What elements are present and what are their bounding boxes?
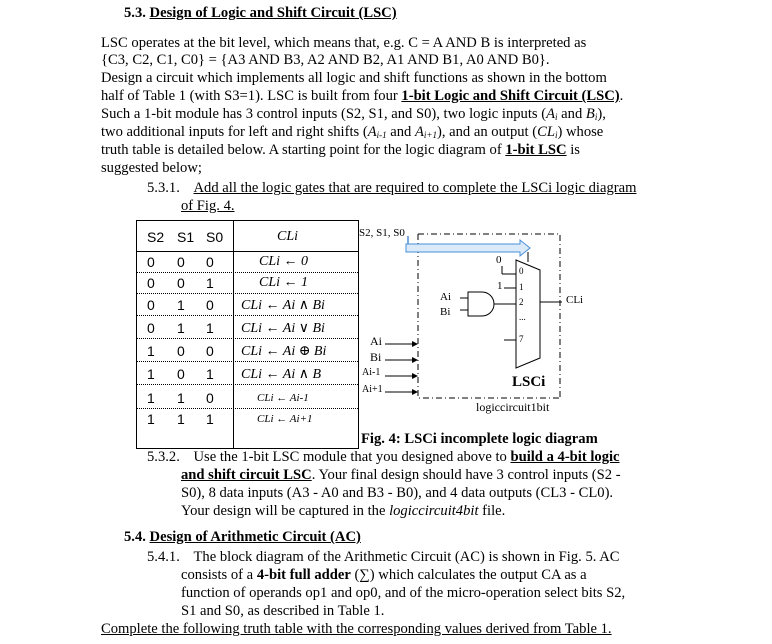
paragraph-line: LSC operates at the bit level, which means that, e.g. C = A AND B is interpreted as — [101, 35, 587, 51]
table-row: 1 1 1 CLi ← Ai+1 — [147, 411, 313, 427]
left-input-bi: Bi — [370, 350, 382, 364]
paragraph-line: half of Table 1 (with S3=1). LSC is built from four 1-bit Logic and Shift Circuit (LSC). — [101, 88, 624, 104]
const0-label: 0 — [496, 254, 502, 266]
paragraph-line: and shift circuit LSC. Your final design should have 3 control inputs (S2 - — [181, 467, 621, 483]
subsection-5-3-2: 5.3.2. Use the 1-bit LSC module that you designed above to build a 4-bit logic — [147, 449, 620, 465]
paragraph-line: Your design will be captured in the logiccircuit4bit file. — [181, 503, 506, 519]
table-header: S2 S1 S0 CLi — [137, 221, 358, 252]
left-input-ai+1: Ai+1 — [362, 384, 383, 395]
paragraph-line: two additional inputs for left and right shifts ($A_{i-1}$ and $A_{i+1}$), and an output $(CL_i)$ whose — [101, 124, 604, 140]
mux-input-7: 7 — [519, 334, 524, 344]
figure-4-diagram — [340, 226, 670, 426]
section-title: Design of Logic and Shift Circuit (LSC) — [149, 5, 397, 21]
subsection-5-3-1-cont: of Fig. 4. — [181, 198, 235, 214]
final-instruction: Complete the following truth table with the corresponding values derived from Table 1. — [101, 621, 612, 637]
block-name: LSCi — [512, 374, 546, 390]
table-row: 1 0 1 CLi ← Ai ∧ B — [137, 364, 358, 385]
paragraph-line: S0), 8 data inputs (A3 - A0 and B3 - B0), and 4 data outputs (CL3 - CL0). — [181, 485, 614, 501]
const1-label: 1 — [497, 280, 503, 292]
table-row: 0 0 0 CLi ← 0 — [137, 252, 358, 273]
paragraph-line: Design a circuit which implements all logic and shift functions as shown in the bottom — [101, 70, 607, 86]
mux-input-dots: ... — [519, 312, 526, 322]
table-row: 1 0 0 CLi ← Ai ⊕ Bi — [137, 341, 358, 362]
subsection-5-4-1: 5.4.1. The block diagram of the Arithmetic Circuit (AC) is shown in Fig. 5. AC — [147, 549, 620, 565]
figure-caption: Fig. 4: LSCi incomplete logic diagram — [361, 431, 598, 447]
paragraph-line: S1 and S0, as described in Table 1. — [181, 603, 385, 619]
left-input-ai: Ai — [370, 334, 382, 348]
logic-diagram-svg — [340, 226, 670, 426]
paragraph-line: function of operands op1 and op0, and of the micro-operation select bits S2, — [181, 585, 626, 601]
paragraph-line: Such a 1-bit module has 3 control inputs (S2, S1, and S0), two logic inputs ($A_i$ and $B_i$), — [101, 106, 606, 122]
select-label: S2, S1, S0 — [359, 227, 405, 239]
truth-table — [136, 220, 359, 449]
gate-input-a: Ai — [440, 291, 451, 303]
table-row: 0 0 1 CLi ← 1 — [137, 273, 358, 294]
subsection-5-3-1: 5.3.1. Add all the logic gates that are required to complete the LSCi logic diagram — [147, 180, 637, 196]
gate-input-b: Bi — [440, 306, 451, 318]
lsc-1bit-text: 1-bit LSC — [505, 142, 567, 158]
table-row: 0 1 0 CLi ← Ai ∧ Bi — [137, 295, 358, 316]
table-row: 0 1 1 CLi ← Ai ∨ Bi — [137, 318, 358, 339]
paragraph-line: truth table is detailed below. A starting point for the logic diagram of 1-bit LSC is — [101, 142, 580, 158]
section-5-3-heading — [124, 5, 397, 22]
table-divider — [233, 221, 234, 448]
paragraph-line: suggested below; — [101, 160, 202, 176]
output-label: CLi — [566, 294, 584, 306]
paragraph-line: {C3, C2, C1, C0} = {A3 AND B3, A2 AND B2, A1 AND B1, A0 AND B0}. — [101, 52, 550, 68]
lsc-link-text: 1-bit Logic and Shift Circuit (LSC) — [401, 88, 620, 104]
paragraph-line: consists of a 4-bit full adder (∑) which calculates the output CA as a — [181, 567, 587, 583]
mux-input-1: 1 — [519, 282, 524, 292]
table-row: 1 1 0 CLi ← Ai-1 — [137, 388, 358, 409]
left-input-ai-1: Ai-1 — [362, 367, 381, 378]
file-name: logiccircuit1bit — [476, 400, 550, 414]
mux-input-0: 0 — [519, 266, 524, 276]
section-number: 5.3. — [124, 5, 146, 21]
select-bus-arrow — [406, 240, 530, 256]
and-gate-shape — [468, 292, 494, 316]
section-5-4-heading: 5.4. Design of Arithmetic Circuit (AC) — [124, 529, 361, 545]
mux-input-2: 2 — [519, 297, 524, 307]
